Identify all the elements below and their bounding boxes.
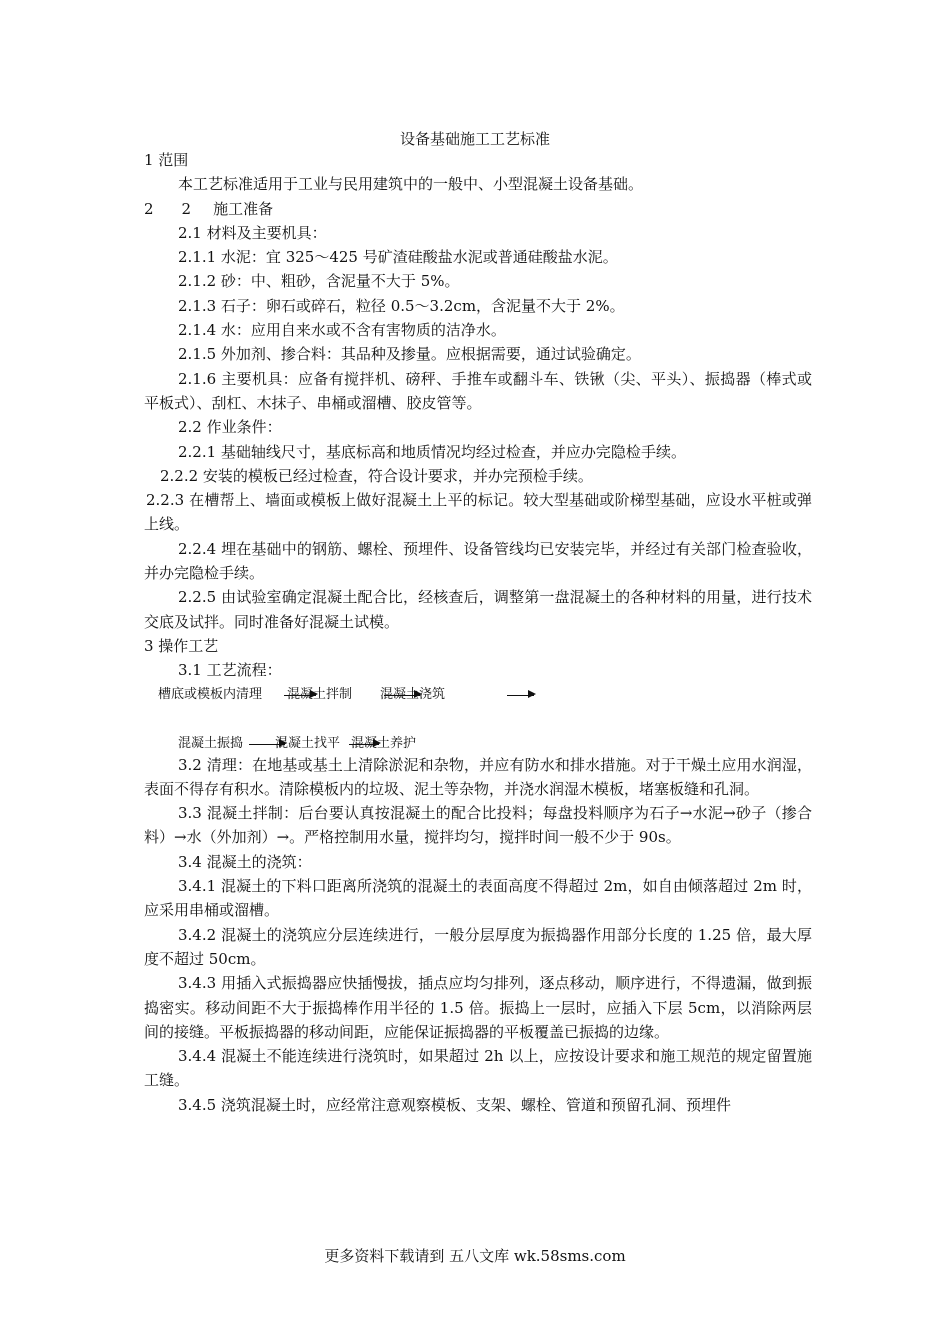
para-2-1-6: 2.1.6 主要机具：应备有搅拌机、磅秤、手推车或翻斗车、铁锹（尖、平头）、振捣器（棒式或平板式）、刮杠、木抹子、串桶或溜槽、胶皮管等。 xyxy=(144,369,812,412)
para-3-2: 3.2 清理：在地基或基土上清除淤泥和杂物，并应有防水和排水措施。对于干燥土应用水润湿，表面不得存有积水。清除模板内的垃圾、泥土等杂物，并浇水润湿木模板，堵塞板缝和孔洞。 xyxy=(144,755,812,798)
para-2-1-2: 2.1.2 砂：中、粗砂，含泥量不大于 5%。 xyxy=(178,272,460,291)
para-3-4-2: 3.4.2 混凝土的浇筑应分层连续进行，一般分层厚度为振捣器作用部分长度的 1.25 倍，最大厚度不超过 50cm。 xyxy=(144,925,812,968)
flow-step-mixing: 混凝土拌制 xyxy=(287,686,353,702)
footer-download-note: 更多资料下载请到 五八文库 wk.58sms.com xyxy=(324,1247,626,1265)
para-3-4-5: 3.4.5 浇筑混凝土时，应经常注意观察模板、支架、螺栓、管道和预留孔洞、预埋件 xyxy=(178,1095,731,1114)
para-2-2-4: 2.2.4 埋在基础中的钢筋、螺栓、预埋件、设备管线均已安装完毕，并经过有关部门检查验收，并办完隐检手续。 xyxy=(144,539,812,583)
flow-step-curing: 混凝土养护 xyxy=(351,735,417,751)
process-flow-diagram xyxy=(144,683,812,753)
para-3-4-3: 3.4.3 用插入式振捣器应快插慢拔，插点应均匀排列，逐点移动，顺序进行，不得遗漏，做到振捣密实。移动间距不大于振捣棒作用半径的 1.5 倍。振捣上一层时，应插入下层 5cm，以消除两层间的接缝。平板振捣器的移动间距，应能保证振捣器的平板覆盖已振捣的边缘。 xyxy=(144,974,812,1041)
section-1-heading: 1 范围 xyxy=(144,151,189,169)
document-body xyxy=(144,148,812,1117)
para-2-2-1: 2.2.1 基础轴线尺寸，基底标高和地质情况均经过检查，并应办完隐检手续。 xyxy=(178,442,686,461)
para-2-1-5: 2.1.5 外加剂、掺合料：其品种及掺量。应根据需要，通过试验确定。 xyxy=(178,345,641,364)
section-1-text: 本工艺标准适用于工业与民用建筑中的一般中、小型混凝土设备基础。 xyxy=(178,175,644,194)
section-3-heading: 3 操作工艺 xyxy=(144,636,219,655)
para-3-1: 3.1 工艺流程： xyxy=(178,661,282,680)
flow-step-leveling: 混凝土找平 xyxy=(275,735,341,751)
para-2-1-4: 2.1.4 水：应用自来水或不含有害物质的洁净水。 xyxy=(178,321,506,340)
flow-step-pouring: 混凝土浇筑 xyxy=(380,686,446,702)
flow-step-vibrating: 混凝土振捣 xyxy=(178,735,244,751)
para-2-1: 2.1 材料及主要机具： xyxy=(178,223,327,242)
para-3-4-4: 3.4.4 混凝土不能连续进行浇筑时，如果超过 2h 以上，应按设计要求和施工规范的规定留置施工缝。 xyxy=(144,1047,812,1090)
section-2-title: 施工准备 xyxy=(213,199,274,218)
para-2-2-3: 2.2.3 在槽帮上、墙面或模板上做好混凝土上平的标记。较大型基础或阶梯型基础，应设水平桩或弹上线。 xyxy=(144,491,812,534)
document-title: 设备基础施工工艺标准 xyxy=(399,130,550,148)
para-2-1-3: 2.1.3 石子：卵石或碎石，粒径 0.5～3.2cm，含泥量不大于 2%。 xyxy=(178,296,625,315)
section-2-number-dup: 2 xyxy=(181,199,192,218)
para-2-1-1: 2.1.1 水泥：宜 325～425 号矿渣硅酸盐水泥或普通硅酸盐水泥。 xyxy=(178,248,618,267)
para-2-2: 2.2 作业条件： xyxy=(178,418,282,437)
para-3-4-1: 3.4.1 混凝土的下料口距离所浇筑的混凝土的表面高度不得超过 2m，如自由倾落超过 2m 时，应采用串桶或溜槽。 xyxy=(144,877,812,920)
section-2-heading xyxy=(144,197,812,221)
flow-arrow-3 xyxy=(507,695,534,696)
para-2-2-5: 2.2.5 由试验室确定混凝土配合比，经核查后，调整第一盘混凝土的各种材料的用量，进行技术交底及试拌。同时准备好混凝土试模。 xyxy=(144,588,812,631)
flow-step-cleanup: 槽底或模板内清理 xyxy=(158,686,263,702)
section-2-number: 2 xyxy=(144,199,154,218)
para-3-3: 3.3 混凝土拌制：后台要认真按混凝土的配合比投料；每盘投料顺序为石子→水泥→砂子（掺合料）→水（外加剂）→。严格控制用水量，搅拌均匀，搅拌时间一般不少于 90s。 xyxy=(144,804,812,847)
para-2-2-2: 2.2.2 安装的模板已经过检查，符合设计要求，并办完预检手续。 xyxy=(160,466,593,485)
para-3-4: 3.4 混凝土的浇筑： xyxy=(178,852,312,871)
